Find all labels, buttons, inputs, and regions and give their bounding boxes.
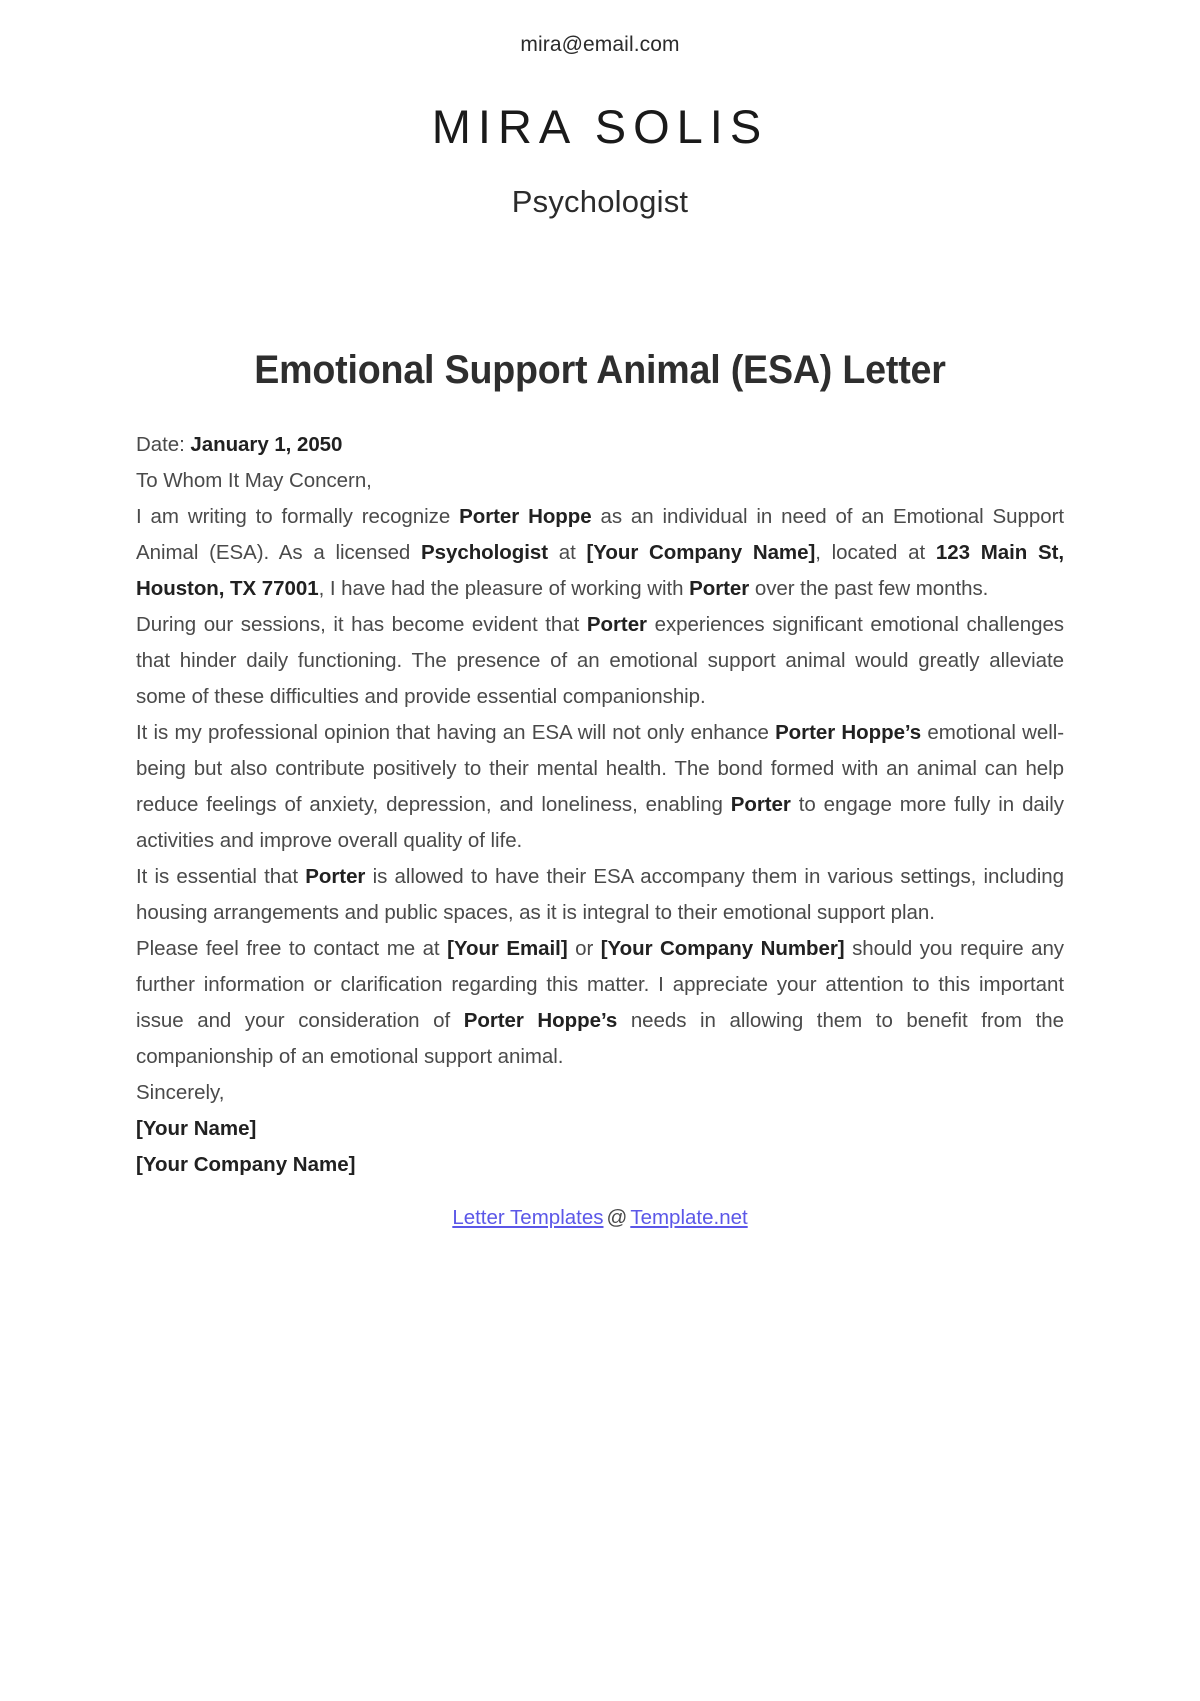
p4-text-1: It is essential that — [136, 865, 306, 889]
signature-company: [Your Company Name] — [136, 1153, 356, 1177]
signature-name: [Your Name] — [136, 1117, 257, 1141]
p5-text-4: needs in allowing them to benefit from the companionship of an emotional support animal. — [136, 1009, 1065, 1069]
p1-text-1: I am writing to formally recognize — [136, 505, 460, 529]
paragraph-opinion — [136, 715, 1064, 859]
at-symbol: @ — [606, 1206, 628, 1230]
p4-client-first-name: Porter — [305, 865, 366, 889]
date-line — [136, 427, 1064, 463]
p5-text-3: should you require any further information or clarification regarding this matter. I appreciate your attention to this important issue and your consideration of — [136, 937, 1065, 1033]
p1-text-4: , located at — [815, 541, 936, 565]
p3-text-1: It is my professional opinion that having an ESA will not only enhance — [136, 721, 776, 745]
letterhead — [0, 0, 1200, 220]
contact-email: mira@email.com — [520, 33, 680, 56]
sender-name: MIRA SOLIS — [431, 100, 769, 154]
p3-text-2: emotional well-being but also contribute positively to their mental health. The bond formed with an animal can help reduce feelings of anxiety, depression, and loneliness, enabling — [136, 721, 1064, 817]
p1-client-first-name: Porter — [689, 577, 750, 601]
p5-email-placeholder: [Your Email] — [447, 937, 568, 961]
date-value: January 1, 2050 — [190, 433, 343, 457]
paragraph-sessions — [136, 607, 1064, 715]
p1-client-name: Porter Hoppe — [459, 505, 592, 529]
p3-client-first-name: Porter — [730, 793, 791, 817]
p4-text-2: is allowed to have their ESA accompany them in various settings, including housing arrangements and public spaces, as it is integral to their emotional support plan. — [136, 865, 1064, 925]
p1-profession: Psychologist — [421, 541, 549, 565]
p5-text-1: Please feel free to contact me at — [136, 937, 448, 961]
closing-line: Sincerely, — [136, 1081, 225, 1105]
p2-text-1: During our sessions, it has become evident that — [136, 613, 587, 637]
p3-text-3: to engage more fully in daily activities and improve overall quality of life. — [136, 793, 1064, 853]
p1-text-6: over the past few months. — [749, 577, 989, 601]
p2-text-2: experiences significant emotional challenges that hinder daily functioning. The presence of an emotional support animal would greatly alleviate some of these difficulties and provide essential companionship. — [136, 613, 1064, 709]
date-label: Date: — [136, 433, 185, 457]
p1-text-5: , I have had the pleasure of working with — [318, 577, 690, 601]
p1-address: 123 Main St, Houston, TX 77001 — [136, 541, 1064, 601]
page-title: Emotional Support Animal (ESA) Letter — [254, 348, 946, 393]
paragraph-contact — [136, 931, 1064, 1075]
p1-text-3: at — [548, 541, 587, 565]
p3-client-possessive: Porter Hoppe’s — [775, 721, 922, 745]
sender-role: Psychologist — [511, 184, 689, 220]
p1-company-placeholder: [Your Company Name] — [586, 541, 816, 565]
paragraph-accommodation — [136, 859, 1064, 931]
paragraph-intro — [136, 499, 1064, 607]
footer-attribution — [136, 1203, 1064, 1233]
p1-text-2: as an individual in need of an Emotional Support Animal (ESA). As a licensed — [136, 505, 1064, 565]
p5-client-possessive: Porter Hoppe’s — [463, 1009, 618, 1033]
template-net-link[interactable]: Template.net — [630, 1206, 748, 1230]
letter-body — [136, 427, 1064, 1233]
p2-client-first-name: Porter — [586, 613, 647, 637]
p5-phone-placeholder: [Your Company Number] — [600, 937, 845, 961]
salutation: To Whom It May Concern, — [136, 469, 372, 493]
p5-text-2: or — [567, 937, 601, 961]
letter-templates-link[interactable]: Letter Templates — [452, 1206, 604, 1230]
